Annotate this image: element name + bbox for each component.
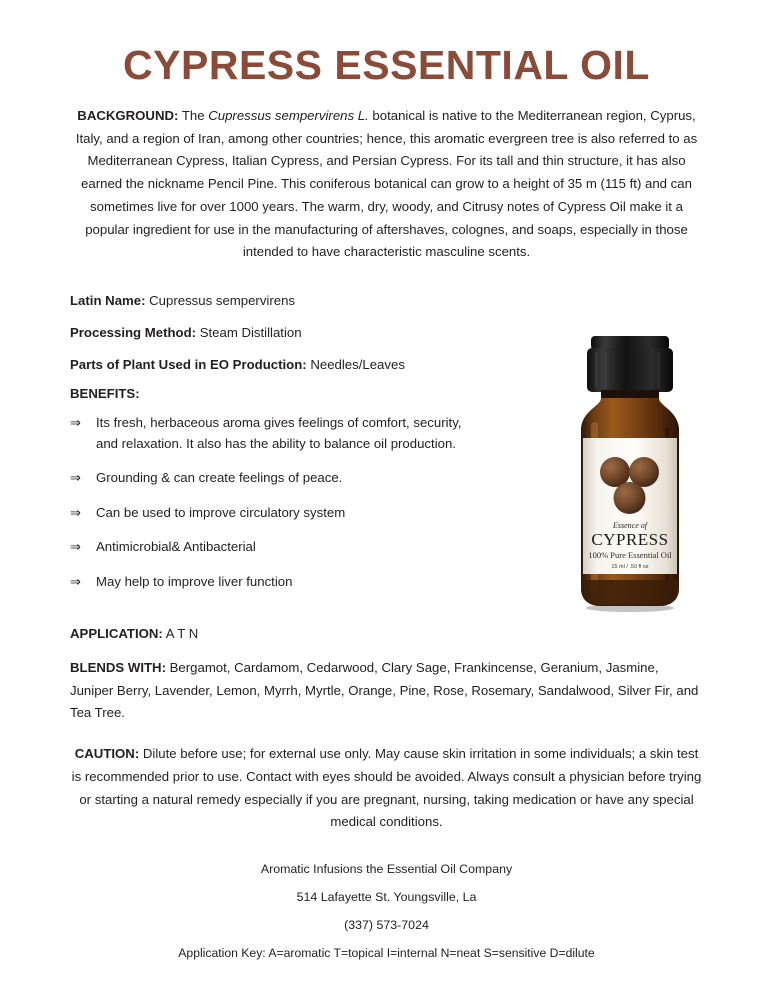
fact-processing-method-value: Steam Distillation [196, 325, 302, 341]
benefit-text: Its fresh, herbaceous aroma gives feelings of comfort, security, and relaxation. It also has the ability to balance oil production. [96, 415, 462, 451]
background-text-2: botanical is native to the Mediterranean region, Cyprus, Italy, and a region of Iran, among other countries; hence, this aromatic evergreen tree is also referred to as Mediterranean Cypress, Italian Cypress, and Persian Cypress. For its tall and thin structure, it has also earned the nickname Pencil Pine. This coniferous botanical can grow to a height of 35 m (115 ft) and can sometimes live for over 1000 years. The warm, dry, woody, and Citrusy notes of Cypress Oil make it a popular ingredient for use in the manufacturing of aftershaves, colognes, and soaps, especially in those intended to have characteristic masculine scents. [75, 108, 698, 260]
fact-plant-parts-value: Needles/Leaves [306, 357, 405, 373]
benefit-item [70, 537, 470, 557]
benefits-heading: BENEFITS: [70, 386, 140, 402]
fact-plant-parts-label: Parts of Plant Used in EO Production: [70, 357, 307, 373]
svg-text:CYPRESS: CYPRESS [591, 530, 669, 549]
footer-phone: (337) 573-7024 [344, 917, 429, 932]
svg-text:100% Pure Essential Oil: 100% Pure Essential Oil [588, 550, 672, 560]
footer-address: 514 Lafayette St. Youngsville, La [296, 889, 477, 904]
fact-latin-name [70, 290, 703, 311]
application-row [70, 626, 703, 641]
blends-label: BLENDS WITH: [70, 660, 166, 676]
svg-text:15 ml / .50 fl oz: 15 ml / .50 fl oz [611, 564, 649, 570]
benefit-item [70, 572, 470, 592]
bottle-illustration [565, 332, 695, 614]
benefit-item [70, 503, 470, 523]
arrow-icon: ⇒ [70, 470, 81, 486]
footer [70, 856, 703, 967]
benefit-item [70, 468, 470, 488]
background-label: BACKGROUND: [77, 108, 179, 124]
background-italic-latin: Cupressus sempervirens L. [208, 108, 369, 124]
caution-row [70, 743, 703, 834]
caution-value: Dilute before use; for external use only. May cause skin irritation in some individuals; a skin test is recommended prior to use. Contact with eyes should be avoided. Always consult a physician before trying or starting a natural remedy especially if you are pregnant, nursing, taking medication or have any special medical conditions. [71, 746, 702, 830]
fact-latin-name-value: Cupressus sempervirens [145, 292, 295, 308]
footer-application-key: Application Key: A=aromatic T=topical I=internal N=neat S=sensitive D=dilute [178, 945, 595, 960]
fact-processing-method-label: Processing Method: [70, 325, 197, 341]
blends-row [70, 657, 703, 725]
application-label: APPLICATION: [70, 626, 163, 642]
benefit-text: May help to improve liver function [96, 573, 293, 589]
background-paragraph [70, 105, 703, 264]
blends-value: Bergamot, Cardamom, Cedarwood, Clary Sage, Frankincense, Geranium, Jasmine, Juniper Berry, Lavender, Lemon, Myrrh, Myrtle, Orange, Pine, Rose, Rosemary, Sandalwood, Silver Fir, and Tea Tree. [70, 660, 699, 721]
arrow-icon: ⇒ [70, 539, 81, 555]
fact-latin-name-label: Latin Name: [70, 292, 146, 308]
benefit-text: Grounding & can create feelings of peace. [96, 470, 343, 486]
benefit-text: Can be used to improve circulatory system [96, 504, 346, 520]
application-value: A T N [162, 626, 199, 642]
svg-text:Essence of: Essence of [613, 521, 647, 530]
benefit-item [70, 413, 470, 454]
background-text-1: The [178, 108, 209, 124]
arrow-icon: ⇒ [70, 573, 81, 589]
product-bottle-image [565, 332, 695, 614]
footer-company: Aromatic Infusions the Essential Oil Company [260, 861, 513, 876]
arrow-icon: ⇒ [70, 415, 81, 431]
benefit-text: Antimicrobial& Antibacterial [96, 539, 256, 555]
arrow-icon: ⇒ [70, 504, 81, 520]
page-title: CYPRESS ESSENTIAL OIL [123, 42, 650, 88]
caution-label: CAUTION: [74, 746, 140, 762]
